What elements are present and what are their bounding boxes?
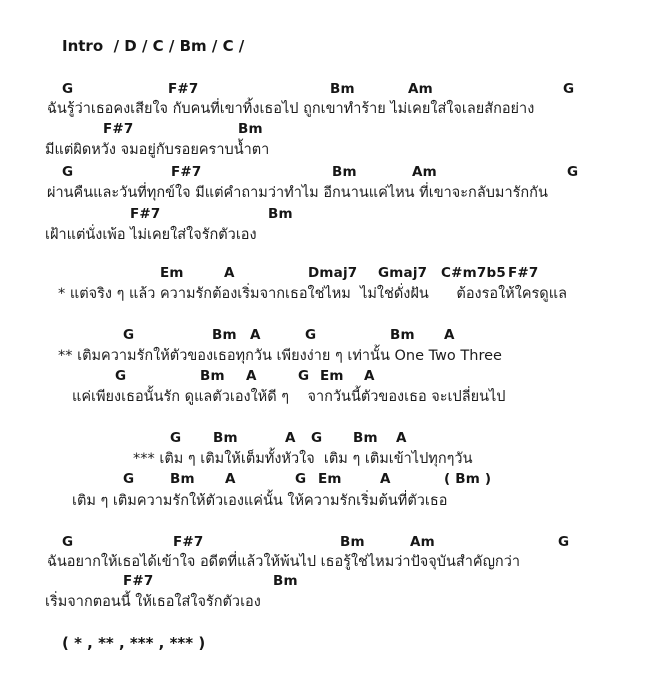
lyric-line [0,344,670,366]
intro-heading-line [0,37,670,59]
chord-label: G [62,81,74,97]
chord-label: G [123,327,135,343]
lyric-line [0,550,670,572]
chord-label: Bm [213,430,238,446]
lyric-line [0,590,670,612]
lyric-text: แค่เพียงเธอนั้นรัก ดูแลตัวเองให้ดี ๆ จากวันนี้ตัวของเธอ จะเปลี่ยนไป [72,389,506,405]
lyric-text: มีแต่ผิดหวัง จมอยู่กับรอยคราบน้ำตา [45,142,270,158]
chord-label: G [170,430,182,446]
chord-label: G [123,471,135,487]
chord-label: Gmaj7 [378,265,428,281]
chord-label: Bm [332,164,357,180]
chord-label: Bm [200,368,225,384]
chord-label: Em [318,471,342,487]
chord-label: F#7 [103,121,134,137]
chord-label: F#7 [130,206,161,222]
chord-label: Bm [330,81,355,97]
lyric-line [0,447,670,469]
chord-label: G [115,368,127,384]
chord-label: Em [320,368,344,384]
chord-label: Am [408,81,433,97]
lyric-line [0,282,670,304]
chord-label: F#7 [173,534,204,550]
chord-label: A [380,471,391,487]
chord-label: A [364,368,375,384]
lyric-text: *** เติม ๆ เติมให้เต็มทั้งหัวใจ เติม ๆ เติมเข้าไปทุกๆวัน [133,451,473,467]
chord-label: F#7 [168,81,199,97]
chord-label: Bm [238,121,263,137]
chord-label: F#7 [508,265,539,281]
chord-label: G [298,368,310,384]
lyric-line [0,223,670,245]
chord-label: Em [160,265,184,281]
chord-label: A [396,430,407,446]
chord-label: A [246,368,257,384]
chord-label: Bm [340,534,365,550]
chord-label: G [62,164,74,180]
chord-label: Bm [212,327,237,343]
lyric-text: ** เติมความรักให้ตัวของเธอทุกวัน เพียงง่าย ๆ เท่านั้น One Two Three [58,348,502,364]
chord-label: A [444,327,455,343]
chord-label: ( Bm ) [444,471,492,487]
chord-label: Bm [268,206,293,222]
chord-label: A [224,265,235,281]
lyric-text: เฝ้าแต่นั่งเพ้อ ไม่เคยใส่ใจรักตัวเอง [45,227,257,243]
chord-label: F#7 [123,573,154,589]
lyric-text: ผ่านคืนและวันที่ทุกข์ใจ มีแต่คำถามว่าทำไม อีกนานแค่ไหน ที่เขาจะกลับมารักกัน [47,185,548,201]
chord-label: Bm [353,430,378,446]
chord-label: A [225,471,236,487]
chord-label: F#7 [171,164,202,180]
chord-label: Am [410,534,435,550]
lyric-line [0,385,670,407]
lyric-text: เติม ๆ เติมความรักให้ตัวเองแค่นั้น ให้ความรักเริ่มต้นที่ตัวเธอ [72,493,448,509]
chord-label: G [567,164,579,180]
lyric-text: เริ่มจากตอนนี้ ให้เธอใส่ใจรักตัวเอง [45,594,261,610]
chord-label: A [285,430,296,446]
lyric-line [0,489,670,511]
lyric-line [0,97,670,119]
chord-label: Am [412,164,437,180]
lyric-text: ฉันรู้ว่าเธอคงเสียใจ กับคนที่เขาทิ้งเธอไป ถูกเขาทำร้าย ไม่เคยใส่ใจเลยสักอย่าง [47,101,535,117]
chord-label: G [311,430,323,446]
lyric-text: * แต่จริง ๆ แล้ว ความรักต้องเริ่มจากเธอใช่ไหม ไม่ใช่ดั่งฝัน ต้องรอให้ใครดูแล [58,286,567,302]
chord-label: G [62,534,74,550]
chord-label: Bm [170,471,195,487]
chord-label: Dmaj7 [308,265,358,281]
chord-label: G [305,327,317,343]
structure-note: ( * , ** , *** , *** ) [62,634,206,652]
chord-label: C#m7b5 [441,265,506,281]
chord-label: G [558,534,570,550]
chord-label: Bm [273,573,298,589]
intro-heading: Intro / D / C / Bm / C / [62,37,245,55]
structure-note-line [0,634,670,656]
lyric-line [0,138,670,160]
chord-label: Bm [390,327,415,343]
lyric-line [0,181,670,203]
lyric-text: ฉันอยากให้เธอได้เข้าใจ อดีตที่แล้วให้พ้นไป เธอรู้ใช่ไหมว่าปัจจุบันสำคัญกว่า [47,554,520,570]
chord-label: G [563,81,575,97]
chord-label: G [295,471,307,487]
chord-label: A [250,327,261,343]
